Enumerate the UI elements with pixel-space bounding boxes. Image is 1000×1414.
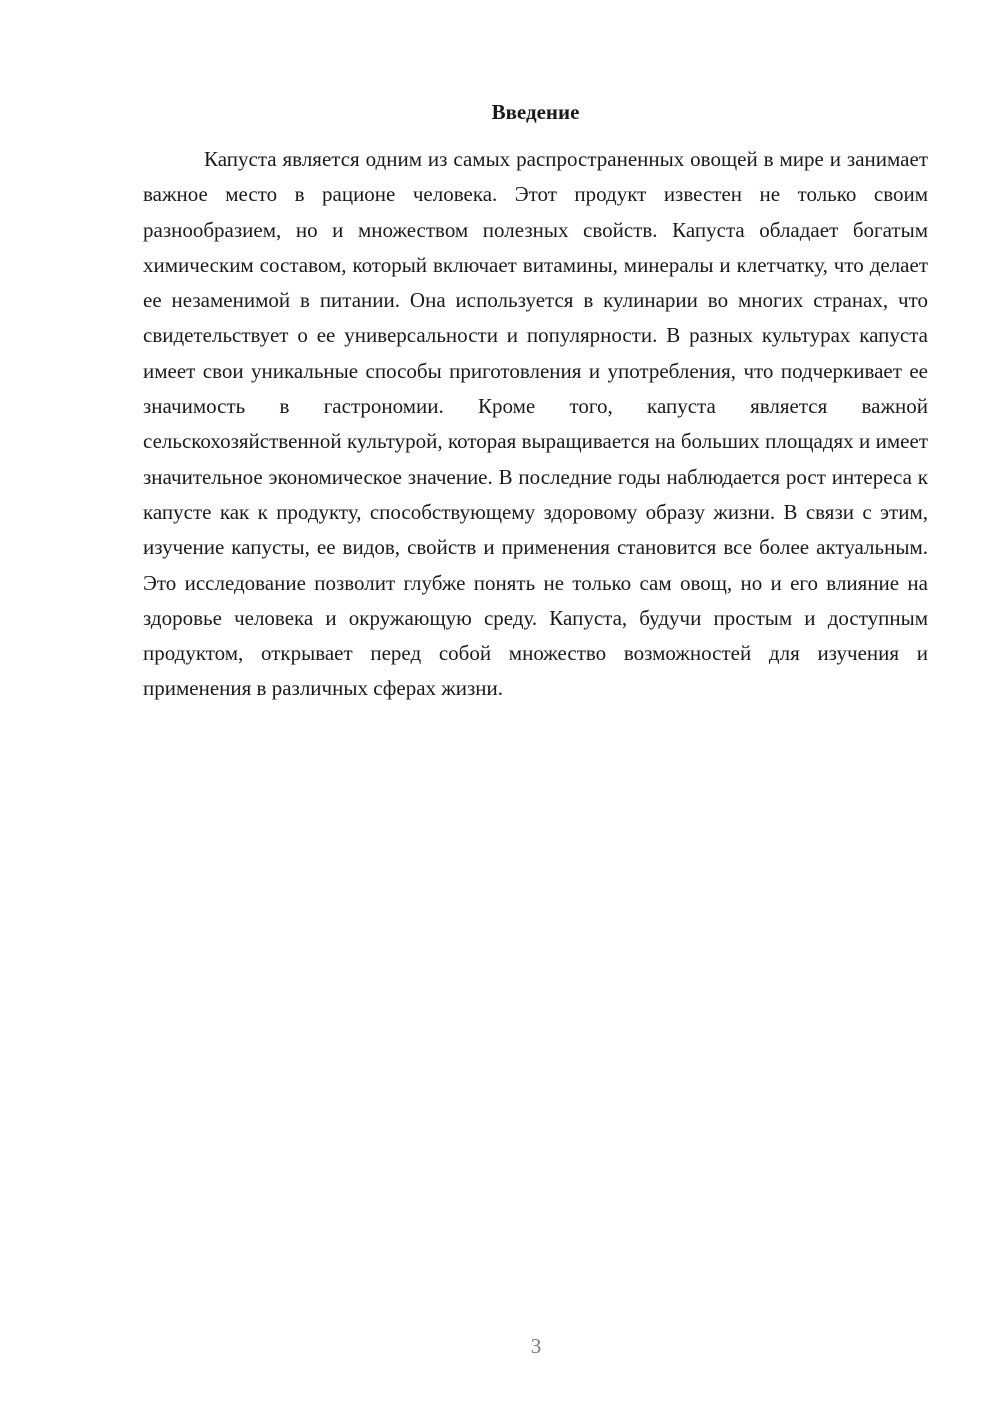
page-number: 3 — [530, 1334, 542, 1358]
section-heading: Введение — [491, 100, 580, 124]
body-paragraph: Капуста является одним из самых распространенных овощей в мире и занимает важное место в рационе человека. Этот продукт известен не только своим разнообразием, но и множеством полезных свойств. Капуста обладает богатым химическим составом, который включает витамины, минералы и клетчатку, что делает ее незаменимой в питании. Она используется в кулинарии во многих странах, что свидетельствует о ее универсальности и популярности. В разных культурах капуста имеет свои уникальные способы приготовления и употребления, что подчеркивает ее значимость в гастрономии. Кроме того, капуста является важной сельскохозяйственной культурой, которая выращивается на больших площадях и имеет значительное экономическое значение. В последние годы наблюдается рост интереса к капусте как к продукту, способствующему здоровому образу жизни. В связи с этим, изучение капусты, ее видов, свойств и применения становится все более актуальным. Это исследование позволит глубже понять не только сам овощ, но и его влияние на здоровье человека и окружающую среду. Капуста, будучи простым и доступным продуктом, открывает перед собой множество возможностей для изучения и применения в различных сферах жизни. — [143, 147, 928, 701]
